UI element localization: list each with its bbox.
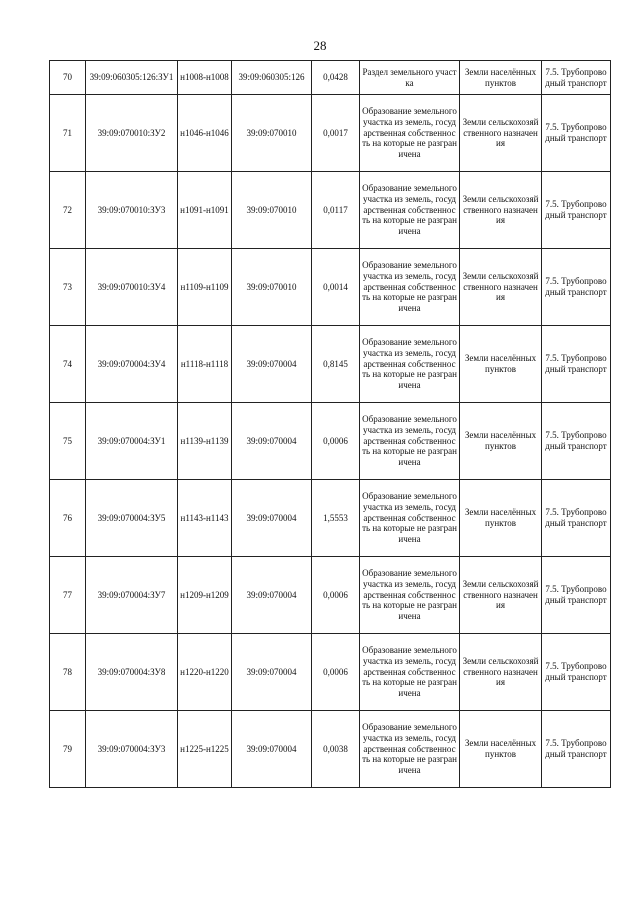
formation-method-cell: Образование земельного участка из земель, государственная собственность на которые не разграничена <box>360 172 460 249</box>
land-category-cell: Земли населённых пунктов <box>460 326 542 403</box>
land-category-cell: Земли населённых пунктов <box>460 711 542 788</box>
designation-cell: 39:09:070010:ЗУ2 <box>86 95 178 172</box>
points-cell: н1220-н1220 <box>178 634 232 711</box>
area-cell: 0,0006 <box>312 557 360 634</box>
designation-cell: 39:09:070004:ЗУ4 <box>86 326 178 403</box>
cadastral-block-cell: 39:09:070004 <box>232 711 312 788</box>
row-number-cell: 78 <box>50 634 86 711</box>
table-row <box>50 172 611 249</box>
table-row <box>50 557 611 634</box>
permitted-use-cell: 7.5. Трубопроводный транспорт <box>542 172 611 249</box>
permitted-use-cell: 7.5. Трубопроводный транспорт <box>542 557 611 634</box>
formation-method-cell: Образование земельного участка из земель, государственная собственность на которые не разграничена <box>360 249 460 326</box>
formation-method-cell: Образование земельного участка из земель, государственная собственность на которые не разграничена <box>360 557 460 634</box>
land-category-cell: Земли населённых пунктов <box>460 403 542 480</box>
row-number-cell: 77 <box>50 557 86 634</box>
table-row <box>50 480 611 557</box>
table-body <box>50 61 611 788</box>
permitted-use-cell: 7.5. Трубопроводный транспорт <box>542 403 611 480</box>
cadastral-block-cell: 39:09:070010 <box>232 249 312 326</box>
area-cell: 0,0038 <box>312 711 360 788</box>
formation-method-cell: Образование земельного участка из земель, государственная собственность на которые не разграничена <box>360 95 460 172</box>
area-cell: 0,8145 <box>312 326 360 403</box>
points-cell: н1046-н1046 <box>178 95 232 172</box>
table-row <box>50 326 611 403</box>
land-category-cell: Земли сельскохозяйственного назначения <box>460 172 542 249</box>
area-cell: 0,0014 <box>312 249 360 326</box>
permitted-use-cell: 7.5. Трубопроводный транспорт <box>542 480 611 557</box>
points-cell: н1225-н1225 <box>178 711 232 788</box>
table-row <box>50 711 611 788</box>
points-cell: н1118-н1118 <box>178 326 232 403</box>
cadastral-block-cell: 39:09:070004 <box>232 480 312 557</box>
land-category-cell: Земли сельскохозяйственного назначения <box>460 634 542 711</box>
cadastral-block-cell: 39:09:060305:126 <box>232 61 312 95</box>
table-row <box>50 95 611 172</box>
row-number-cell: 75 <box>50 403 86 480</box>
points-cell: н1109-н1109 <box>178 249 232 326</box>
page-number: 28 <box>313 38 327 53</box>
row-number-cell: 71 <box>50 95 86 172</box>
table-row <box>50 634 611 711</box>
cadastral-block-cell: 39:09:070010 <box>232 172 312 249</box>
points-cell: н1143-н1143 <box>178 480 232 557</box>
permitted-use-cell: 7.5. Трубопроводный транспорт <box>542 249 611 326</box>
table-row <box>50 249 611 326</box>
cadastral-block-cell: 39:09:070004 <box>232 326 312 403</box>
area-cell: 0,0006 <box>312 634 360 711</box>
cadastral-block-cell: 39:09:070010 <box>232 95 312 172</box>
designation-cell: 39:09:070010:ЗУ4 <box>86 249 178 326</box>
formation-method-cell: Образование земельного участка из земель, государственная собственность на которые не разграничена <box>360 326 460 403</box>
area-cell: 0,0117 <box>312 172 360 249</box>
formation-method-cell: Образование земельного участка из земель, государственная собственность на которые не разграничена <box>360 634 460 711</box>
area-cell: 0,0428 <box>312 61 360 95</box>
cadastral-block-cell: 39:09:070004 <box>232 634 312 711</box>
row-number-cell: 76 <box>50 480 86 557</box>
table-row <box>50 403 611 480</box>
permitted-use-cell: 7.5. Трубопроводный транспорт <box>542 95 611 172</box>
designation-cell: 39:09:070004:ЗУ5 <box>86 480 178 557</box>
land-category-cell: Земли сельскохозяйственного назначения <box>460 557 542 634</box>
permitted-use-cell: 7.5. Трубопроводный транспорт <box>542 61 611 95</box>
points-cell: н1139-н1139 <box>178 403 232 480</box>
row-number-cell: 72 <box>50 172 86 249</box>
land-parcels-table <box>49 60 611 788</box>
area-cell: 0,0006 <box>312 403 360 480</box>
table-row <box>50 61 611 95</box>
designation-cell: 39:09:070004:ЗУ8 <box>86 634 178 711</box>
row-number-cell: 74 <box>50 326 86 403</box>
land-category-cell: Земли населённых пунктов <box>460 61 542 95</box>
formation-method-cell: Образование земельного участка из земель, государственная собственность на которые не разграничена <box>360 403 460 480</box>
points-cell: н1008-н1008 <box>178 61 232 95</box>
row-number-cell: 70 <box>50 61 86 95</box>
formation-method-cell: Образование земельного участка из земель, государственная собственность на которые не разграничена <box>360 711 460 788</box>
points-cell: н1209-н1209 <box>178 557 232 634</box>
points-cell: н1091-н1091 <box>178 172 232 249</box>
designation-cell: 39:09:070004:ЗУ3 <box>86 711 178 788</box>
land-category-cell: Земли населённых пунктов <box>460 480 542 557</box>
area-cell: 1,5553 <box>312 480 360 557</box>
row-number-cell: 73 <box>50 249 86 326</box>
area-cell: 0,0017 <box>312 95 360 172</box>
cadastral-block-cell: 39:09:070004 <box>232 557 312 634</box>
designation-cell: 39:09:070010:ЗУ3 <box>86 172 178 249</box>
permitted-use-cell: 7.5. Трубопроводный транспорт <box>542 711 611 788</box>
formation-method-cell: Образование земельного участка из земель, государственная собственность на которые не разграничена <box>360 480 460 557</box>
land-category-cell: Земли сельскохозяйственного назначения <box>460 95 542 172</box>
permitted-use-cell: 7.5. Трубопроводный транспорт <box>542 326 611 403</box>
cadastral-block-cell: 39:09:070004 <box>232 403 312 480</box>
designation-cell: 39:09:070004:ЗУ1 <box>86 403 178 480</box>
designation-cell: 39:09:060305:126:ЗУ1 <box>86 61 178 95</box>
row-number-cell: 79 <box>50 711 86 788</box>
designation-cell: 39:09:070004:ЗУ7 <box>86 557 178 634</box>
land-category-cell: Земли сельскохозяйственного назначения <box>460 249 542 326</box>
permitted-use-cell: 7.5. Трубопроводный транспорт <box>542 634 611 711</box>
formation-method-cell: Раздел земельного участка <box>360 61 460 95</box>
